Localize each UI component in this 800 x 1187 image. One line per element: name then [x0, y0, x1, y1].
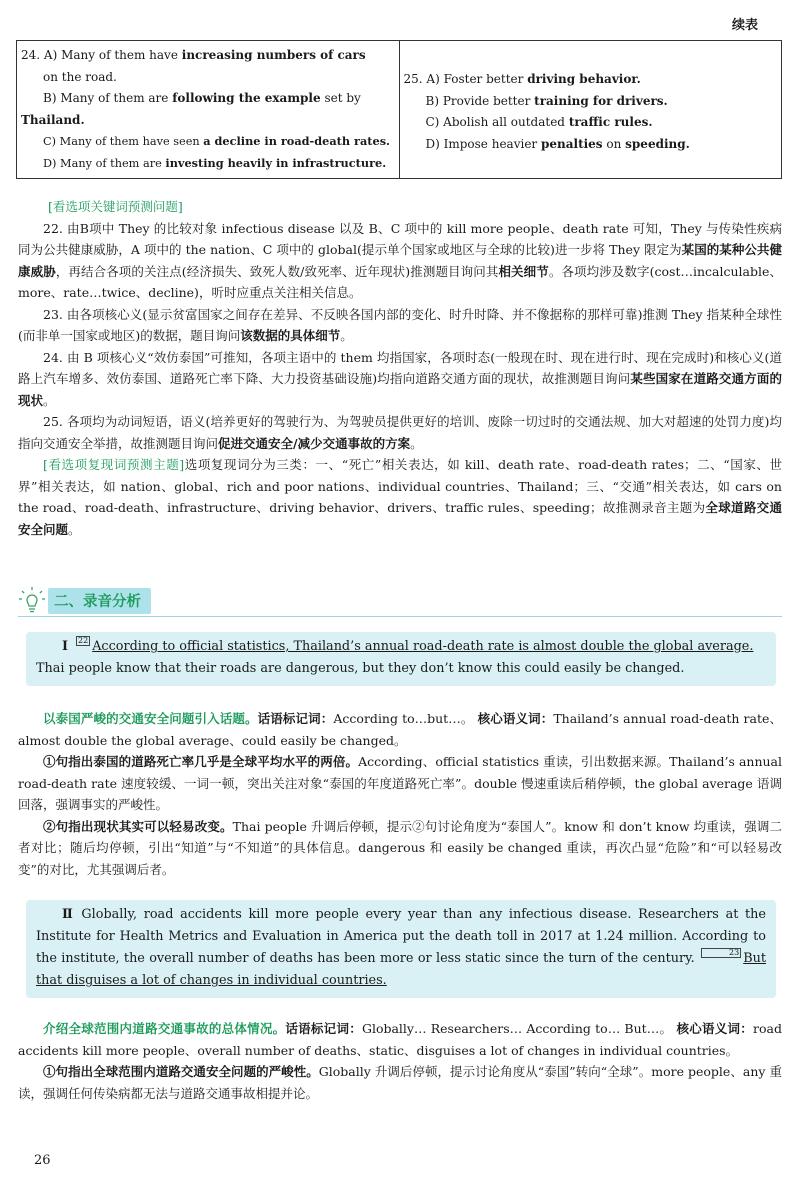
analysis1-marker-label: 话语标记词： — [257, 711, 334, 726]
transcript2-text — [36, 904, 766, 992]
q25-b-text: B) Provide better — [425, 93, 535, 108]
q25-a-keyword: driving behavior. — [527, 72, 641, 86]
page-number: 26 — [34, 1153, 51, 1168]
q24-option-a — [21, 45, 395, 67]
q25-a-text: A) Foster better — [426, 72, 528, 86]
q24-b-text2: set by — [320, 91, 361, 105]
q25-option-a — [404, 69, 778, 91]
q25-d-text: D) Impose heavier — [425, 136, 541, 151]
analysis2-intro — [18, 1018, 782, 1061]
transcript1-line2: Thai people know that their roads are dangerous, but they don’t know this could easily be changed. — [36, 661, 685, 676]
p25-b: 促进交通安全/减少交通事故的方案 — [218, 435, 411, 451]
prediction-section — [18, 196, 782, 540]
transcript1-roman: Ⅰ — [62, 639, 68, 654]
q25-d-keyword2: speeding. — [625, 136, 690, 151]
p24-c: 。 — [43, 392, 56, 408]
continued-label: 续表 — [731, 18, 758, 33]
transcript-box-1 — [26, 632, 776, 686]
transcript2-underlined: But that disguises a lot of changes in individual countries. — [36, 951, 766, 988]
transcript1-line1 — [36, 636, 766, 658]
tag2-text: [看选项复现词预测主题] — [43, 457, 185, 472]
section-title: 二、录音分析 — [48, 588, 151, 614]
analysis1-p2-body: Thai people 升调后停顿，提示②句讨论角度为“泰国人”。know 和 don’t know 均重读，强调二者对比；随后均停顿，引出“知道”与“不知道”的具体信息。dangerous 和 easily be changed 重读，再次凸显“危险”和“可以轻易改变”的对比，尤其强调后者。 — [18, 818, 782, 877]
analysis1-p1-body: According、official statistics 重读，引出数据来源。Thailand’s annual road-death rate 速度较缓、一词一顿，突出关注对象“泰国的年度道路死亡率”。double 慢速重读后稍停顿，the global average 语调回落，强调事实的严峻性。 — [18, 754, 782, 812]
transcript2-body: Globally, road accidents kill more people every year than any infectious disease. Researchers at the Institute for Health Metrics and Evaluation in America put the death toll in 2017 at 1.24 million. According to the institute, the overall number of deaths has been more or less static since the turn of the century. — [36, 907, 766, 966]
analysis2-lead: 介绍全球范围内道路交通事故的总体情况。 — [43, 1021, 286, 1036]
para-25 — [18, 411, 782, 454]
p25-c: 。 — [410, 435, 423, 451]
analysis1-p2-head: ②句指出现状其实可以轻易改变。 — [43, 818, 233, 834]
analysis1-core-label: 核心语义词： — [477, 711, 554, 726]
question-25-options — [399, 41, 782, 179]
analysis2-marker-label: 话语标记词： — [285, 1021, 362, 1036]
q24-b-text: B) Many of them are — [43, 91, 173, 105]
q24-option-c — [21, 131, 395, 153]
analysis2-p1-body: Globally 升调后停顿，提示讨论角度从“泰国”转向“全球”。more people、any 重读，强调任何传染病都无法与道路交通事故相提并论。 — [18, 1064, 782, 1101]
q24-b-keyword: following the example — [172, 91, 321, 105]
q25-option-c — [404, 112, 778, 134]
transcript1-marker: 22 — [78, 636, 89, 645]
para-22 — [18, 218, 782, 304]
transcript-box-2 — [26, 900, 776, 998]
analysis1-p1-head: ①句指出泰国的道路死亡率几乎是全球平均水平的两倍。 — [43, 754, 359, 769]
analysis-2 — [18, 1018, 782, 1104]
q25-option-b — [404, 91, 778, 113]
p23-b: 该数据的具体细节 — [240, 328, 341, 343]
q24-number: 24. — [21, 48, 41, 62]
analysis2-p1-head: ①句指出全球范围内道路交通安全问题的严峻性。 — [43, 1064, 319, 1079]
p24-b: 某些国家在道路交通方面的现状 — [18, 371, 782, 408]
q24-option-a-cont: on the road. — [43, 69, 117, 84]
q25-option-d — [404, 134, 778, 156]
q25-d-keyword: penalties — [540, 136, 603, 151]
p22-b: 某国的某种公共健康威胁 — [18, 242, 782, 279]
para-24 — [18, 347, 782, 412]
analysis1-core: Thailand’s annual road-death rate、almost double the global average、could easily be changed。 — [18, 711, 782, 748]
p24-a: 24. 由 B 项核心义“效仿泰国”可推知，各项主语中的 them 均指国家，各项时态(一般现在时、现在进行时、现在完成时)和核心义(道路上汽车增多、效仿泰国、道路死亡率下降、大力投资基础设施)均指向道路交通方面的现状，故推测题目询问 — [18, 349, 782, 386]
tag1-text: [看选项关键词预测问题] — [48, 199, 183, 214]
q24-option-b-cont — [0, 110, 395, 132]
p22-c: ，再结合各项的关注点(经济损失、致死人数/致死率、近年现状)推测题目询问其 — [55, 263, 499, 279]
theme-a: 选项复现词分为三类：一、“死亡”相关表达，如 kill、death rate、road-death rates；二、“国家、世界”相关表达，如 nation、global、rich and poor nations、individual countries、Thailand；三、“交通”相关表达，如 cars on the road、road-death、infrastructure、driving behavior、drivers、traffic rules、speeding；故推测录音主题为 — [18, 457, 782, 515]
analysis1-point1 — [18, 751, 782, 816]
lightbulb-icon — [18, 586, 46, 614]
q24-d-text: D) Many of them are — [43, 156, 166, 170]
q24-c-text: C) Many of them have seen — [43, 135, 204, 148]
analysis1-point2 — [18, 816, 782, 881]
analysis1-marker: According to…but…。 — [333, 711, 474, 726]
q24-a-keyword: increasing numbers of cars — [181, 48, 366, 62]
analysis2-core: road accidents kill more people、overall number of deaths、static、disguises a lot of changes in individual countries。 — [18, 1021, 782, 1058]
theme-b: 全球道路交通安全问题 — [18, 500, 782, 537]
p22-a: 22. 由B项中 They 的比较对象 infectious disease 以及 B、C 项中的 kill more people、death rate 可知，They 与传染性疾病同为公共健康威胁，A 项中的 the nation、C 项中的 global(提示单个国家或地区与全球的比较)进一步将 They 限定为 — [18, 220, 782, 257]
para-23 — [18, 304, 782, 347]
q25-d-text2: on — [602, 136, 626, 151]
q24-d-keyword: investing heavily in infrastructure. — [165, 155, 387, 170]
p23-a: 23. 由各项核心义(显示贫富国家之间存在差异、不反映各国内部的变化、时升时降、并不像据称的那样可靠)推测 They 指某种全球性(而非单一国家或地区)的数据，题目询问 — [18, 306, 782, 343]
q25-c-text: C) Abolish all outdated — [425, 115, 569, 129]
p22-e: 。各项均涉及数字(cost…incalculable、more、rate…twice、decline)，听时应重点关注相关信息。 — [18, 263, 782, 300]
q24-c-keyword: a decline in road-death rates. — [203, 134, 390, 148]
q24-b-keyword2: Thailand. — [21, 112, 85, 127]
q24-a-text: A) Many of them have — [43, 48, 182, 62]
analysis1-intro — [18, 708, 782, 751]
transcript2-marker: 23 — [701, 948, 741, 958]
analysis-1 — [18, 708, 782, 880]
p22-d: 相关细节 — [498, 263, 549, 279]
para-theme — [18, 454, 782, 540]
question-24-options — [17, 41, 400, 179]
analysis2-core-label: 核心语义词： — [676, 1021, 754, 1036]
p25-a: 25. 各项均为动词短语，语义(培养更好的驾驶行为、为驾驶员提供更好的培训、废除一切过时的交通法规、加大对超速的处罚力度)均指向交通安全举措，故推测题目询问 — [18, 414, 782, 451]
q25-number: 25. — [403, 72, 423, 86]
tag-keyword-prediction — [18, 196, 782, 218]
q25-c-keyword: traffic rules. — [568, 115, 653, 129]
q24-option-d — [21, 153, 395, 175]
q25-b-keyword: training for drivers. — [534, 93, 668, 108]
section-header — [18, 586, 782, 617]
p23-c: 。 — [340, 328, 353, 343]
transcript2-roman: Ⅱ — [62, 907, 76, 922]
analysis2-point1 — [18, 1061, 782, 1104]
analysis2-marker: Globally… Researchers… According to… But…。 — [361, 1021, 673, 1036]
q24-option-b — [21, 88, 395, 110]
analysis1-lead: 以泰国严峻的交通安全问题引入话题。 — [43, 711, 258, 726]
theme-c: 。 — [68, 521, 81, 537]
options-table — [16, 40, 782, 179]
transcript1-sentence1: According to official statistics, Thailand’s annual road-death rate is almost double the global average. — [92, 639, 754, 654]
